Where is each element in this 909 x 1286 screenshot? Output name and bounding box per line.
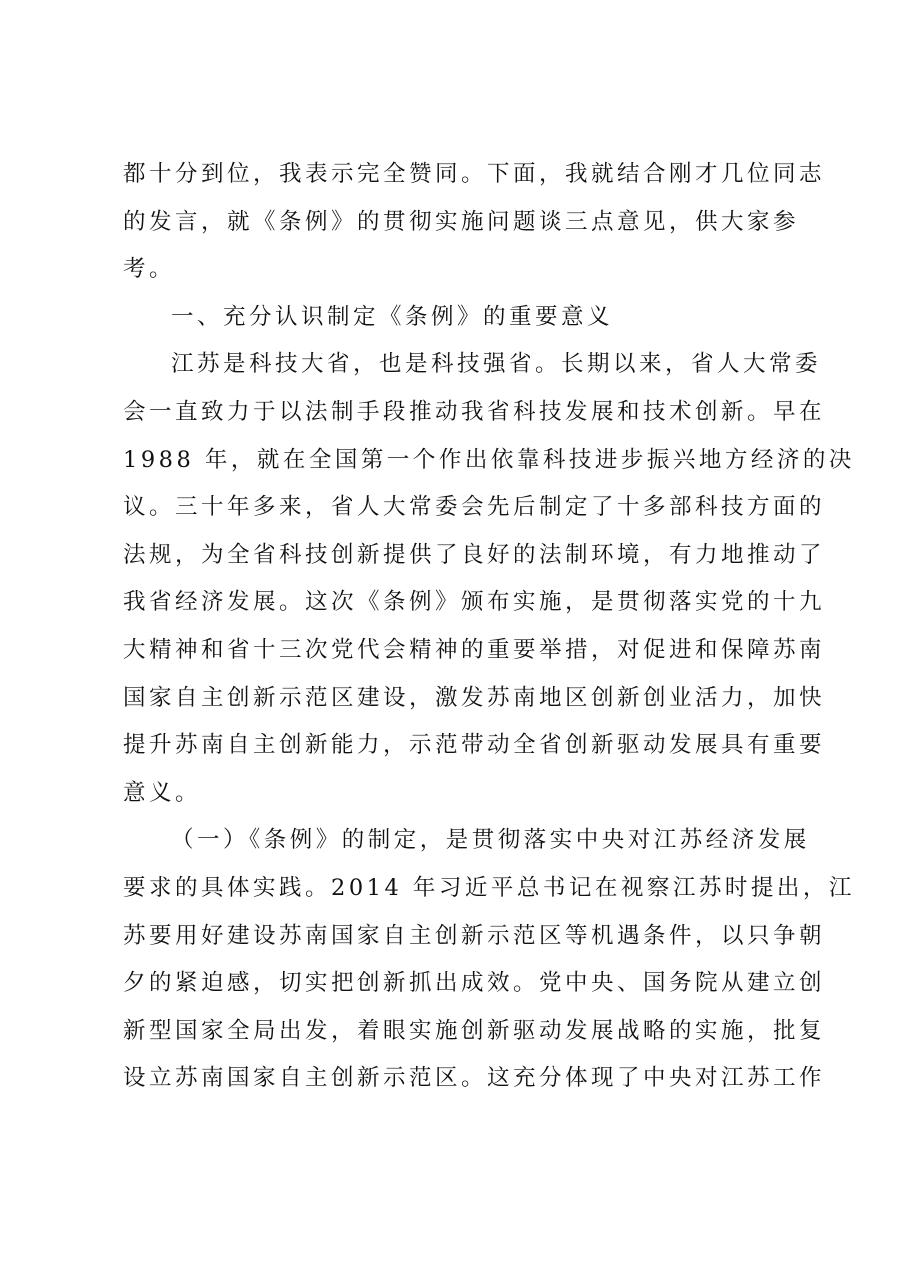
text-line: 意义。 <box>123 779 202 806</box>
text-line: 新型国家全局出发，着眼实施创新驱动发展战略的实施，批复 <box>123 1017 826 1044</box>
text-line: 江苏是科技大省，也是科技强省。长期以来，省人大常委 <box>171 351 822 378</box>
section-heading <box>123 294 797 342</box>
text-line: 国家自主创新示范区建设，激发苏南地区创新创业活力，加快 <box>123 684 826 711</box>
paragraph <box>123 817 855 1103</box>
paragraph <box>123 151 826 294</box>
text-line: 要求的具体实践。2014 年习近平总书记在视察江苏时提出，江 <box>123 874 855 901</box>
text-line: 大精神和省十三次党代会精神的重要举措，对促进和保障苏南 <box>123 636 826 663</box>
text-line: 苏要用好建设苏南国家自主创新示范区等机遇条件，以只争朝 <box>123 922 826 949</box>
text-line: 的发言，就《条例》的贯彻实施问题谈三点意见，供大家参 <box>123 208 800 235</box>
text-line: 设立苏南国家自主创新示范区。这充分体现了中央对江苏工作 <box>123 1065 826 1092</box>
text-line: 1988 年，就在全国第一个作出依靠科技进步振兴地方经济的决 <box>123 446 855 473</box>
document-body <box>123 151 855 1103</box>
text-line: 考。 <box>123 256 176 283</box>
text-line: 提升苏南自主创新能力，示范带动全省创新驱动发展具有重要 <box>123 732 826 759</box>
heading-line: 一、充分认识制定《条例》的重要意义 <box>171 303 614 330</box>
text-line: 夕的紧迫感，切实把创新抓出成效。党中央、国务院从建立创 <box>123 970 826 997</box>
text-line: 我省经济发展。这次《条例》颁布实施，是贯彻落实党的十九 <box>123 589 826 616</box>
text-line: 都十分到位，我表示完全赞同。下面，我就结合刚才几位同志 <box>123 161 826 187</box>
paragraph <box>123 341 855 817</box>
text-line: （一）《条例》的制定，是贯彻落实中央对江苏经济发展 <box>171 827 810 854</box>
text-line: 法规，为全省科技创新提供了良好的法制环境，有力地推动了 <box>123 541 826 568</box>
text-line: 会一直致力于以法制手段推动我省科技发展和技术创新。早在 <box>123 398 826 425</box>
text-line: 议。三十年多来，省人大常委会先后制定了十多部科技方面的 <box>123 494 826 521</box>
